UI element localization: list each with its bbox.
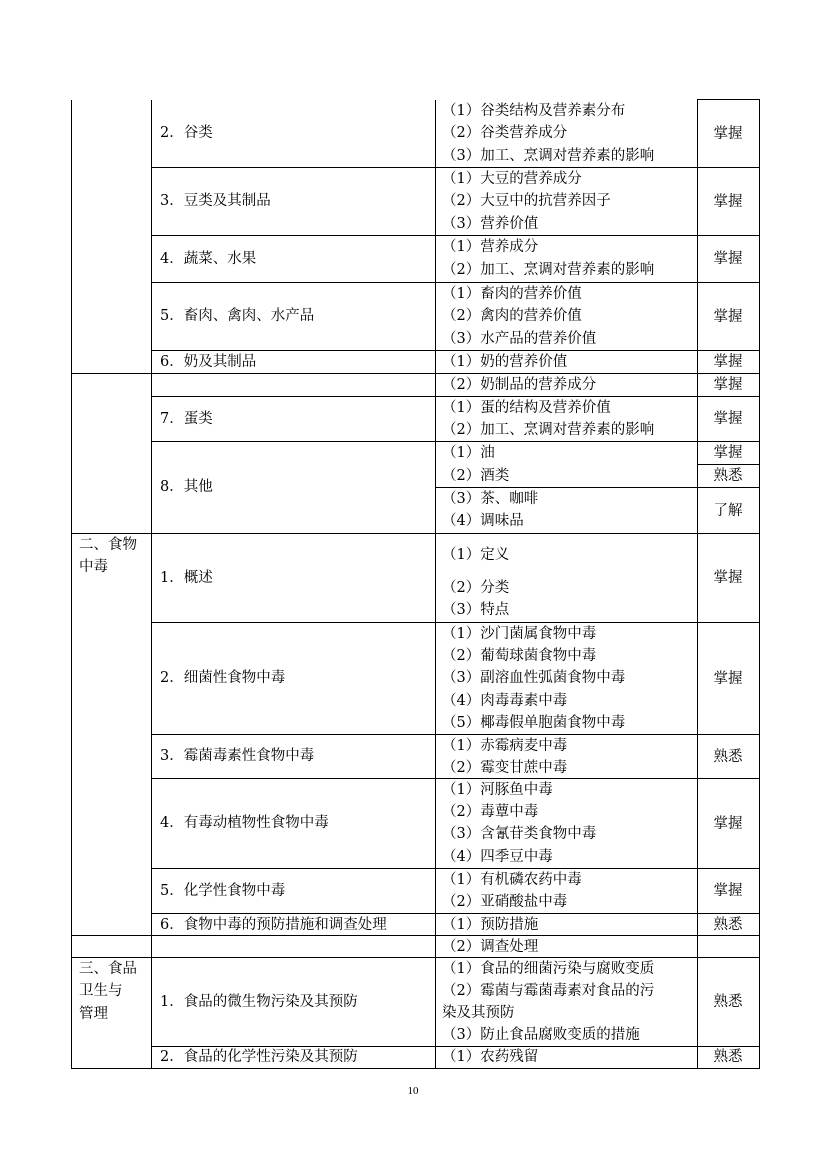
subtopic-item: （1）农药残留 <box>442 1049 539 1065</box>
subtopic-item: （1）赤霉病麦中毒 <box>442 738 568 754</box>
subtopic-item: （1）蛋的结构及营养价值 <box>442 400 611 416</box>
subtopic-item: （2）奶制品的营养成分 <box>442 377 597 393</box>
subtopic-item: （3）含氰苷类食物中毒 <box>442 826 597 842</box>
mastery-level: 熟悉 <box>713 917 743 933</box>
mastery-level: 掌握 <box>713 308 743 325</box>
mastery-level: 了解 <box>713 502 743 519</box>
topic-cell: 2．食品的化学性污染及其预防 <box>160 1049 358 1065</box>
subtopic-item: （3）副溶血性弧菌食物中毒 <box>442 670 626 686</box>
mastery-level: 掌握 <box>713 670 743 687</box>
mastery-level: 掌握 <box>713 570 743 586</box>
subtopic-item: （3）防止食品腐败变质的措施 <box>442 1027 640 1043</box>
col-line <box>71 100 72 1068</box>
subtopic-item: 染及其预防 <box>442 1005 515 1021</box>
mastery-level: 掌握 <box>713 815 743 832</box>
subtopic-item: （2）加工、烹调对营养素的影响 <box>442 422 655 438</box>
subtopic-item: （1）大豆的营养成分 <box>442 171 582 187</box>
topic-cell: 4．有毒动植物性食物中毒 <box>160 815 329 832</box>
mastery-level: 掌握 <box>713 125 743 142</box>
subtopic-item: （3）茶、咖啡 <box>442 491 539 507</box>
mastery-level: 掌握 <box>713 411 743 427</box>
mastery-level: 掌握 <box>713 251 743 267</box>
mastery-level: 掌握 <box>713 445 743 461</box>
topic-cell: 3．霉菌毒素性食物中毒 <box>160 748 315 765</box>
subtopic-item: （2）霉菌与霉菌毒素对食品的污 <box>442 983 655 999</box>
mastery-level: 掌握 <box>713 193 743 210</box>
mastery-level: 掌握 <box>713 883 743 899</box>
subtopic-item: （4）四季豆中毒 <box>442 849 553 865</box>
subtopic-item: （2）禽肉的营养价值 <box>442 308 582 324</box>
subtopic-item: （1）畜肉的营养价值 <box>442 286 582 302</box>
topic-cell: 5．化学性食物中毒 <box>160 882 286 899</box>
level-line <box>697 1068 759 1069</box>
subtopic-item: （3）加工、烹调对营养素的影响 <box>442 148 655 164</box>
row-line <box>151 396 697 397</box>
subtopic-item: （3）营养价值 <box>442 216 539 232</box>
page-number: 10 <box>407 1085 419 1097</box>
subtopic-item: （1）定义 <box>442 547 510 563</box>
topic-cell: 2．细菌性食物中毒 <box>160 670 286 687</box>
subtopic-item: （2）加工、烹调对营养素的影响 <box>442 262 655 278</box>
mastery-level: 掌握 <box>713 354 743 370</box>
subtopic-item: （2）谷类营养成分 <box>442 125 568 141</box>
mastery-level: 熟悉 <box>713 748 743 765</box>
topic-cell: 1．概述 <box>160 569 213 586</box>
col-line <box>435 100 436 1068</box>
subtopic-item: （1）河豚鱼中毒 <box>442 782 553 798</box>
subtopic-item: （1）有机磷农药中毒 <box>442 872 582 888</box>
mastery-level: 掌握 <box>713 377 743 393</box>
subtopic-item: （2）毒蕈中毒 <box>442 804 539 820</box>
section-label-food-hygiene: 三、食品 卫生与 管理 <box>79 961 137 1022</box>
subtopic-item: （3）水产品的营养价值 <box>442 331 597 347</box>
mastery-level: 熟悉 <box>713 468 743 484</box>
col-line <box>151 100 152 1068</box>
subtopic-item: （1）谷类结构及营养素分布 <box>442 103 626 119</box>
subtopic-item: （2）葡萄球菌食物中毒 <box>442 648 597 664</box>
subtopic-item: （2）大豆中的抗营养因子 <box>442 193 611 209</box>
topic-cell: 4．蔬菜、水果 <box>160 250 257 267</box>
topic-cell: 7．蛋类 <box>160 410 213 427</box>
topic-cell: 6．奶及其制品 <box>160 354 257 370</box>
topic-cell: 1．食品的微生物污染及其预防 <box>160 993 358 1010</box>
subtopic-item: （1）油 <box>442 445 495 461</box>
subtopic-item: （1）食品的细菌污染与腐败变质 <box>442 961 655 977</box>
section-label-food-poisoning: 二、食物 中毒 <box>79 537 137 576</box>
topic-cell: 5．畜肉、禽肉、水产品 <box>160 308 315 325</box>
subtopic-item: （1）沙门菌属食物中毒 <box>442 626 597 642</box>
subtopic-item: （1）奶的营养价值 <box>442 354 568 370</box>
subtopic-item: （1）营养成分 <box>442 239 539 255</box>
subtopic-item: （2）分类 <box>442 580 510 596</box>
subtopic-item: （2）亚硝酸盐中毒 <box>442 894 568 910</box>
mastery-level: 熟悉 <box>713 994 743 1010</box>
subtopic-item: （2）调查处理 <box>442 939 539 955</box>
subtopic-item: （2）酒类 <box>442 468 510 484</box>
level-line <box>759 99 760 1069</box>
mastery-level: 熟悉 <box>713 1049 743 1065</box>
topic-cell: 8．其他 <box>160 479 213 496</box>
subtopic-item: （4）调味品 <box>442 513 524 529</box>
topic-cell: 6．食物中毒的预防措施和调查处理 <box>160 917 387 933</box>
subtopic-item: （1）预防措施 <box>442 917 539 933</box>
topic-cell: 3．豆类及其制品 <box>160 193 271 210</box>
subtopic-item: （2）霉变甘蔗中毒 <box>442 760 568 776</box>
topic-cell: 2．谷类 <box>160 125 213 142</box>
subtopic-item: （4）肉毒毒素中毒 <box>442 693 568 709</box>
subtopic-item: （3）特点 <box>442 602 510 618</box>
subtopic-item: （5）椰毒假单胞菌食物中毒 <box>442 715 626 731</box>
